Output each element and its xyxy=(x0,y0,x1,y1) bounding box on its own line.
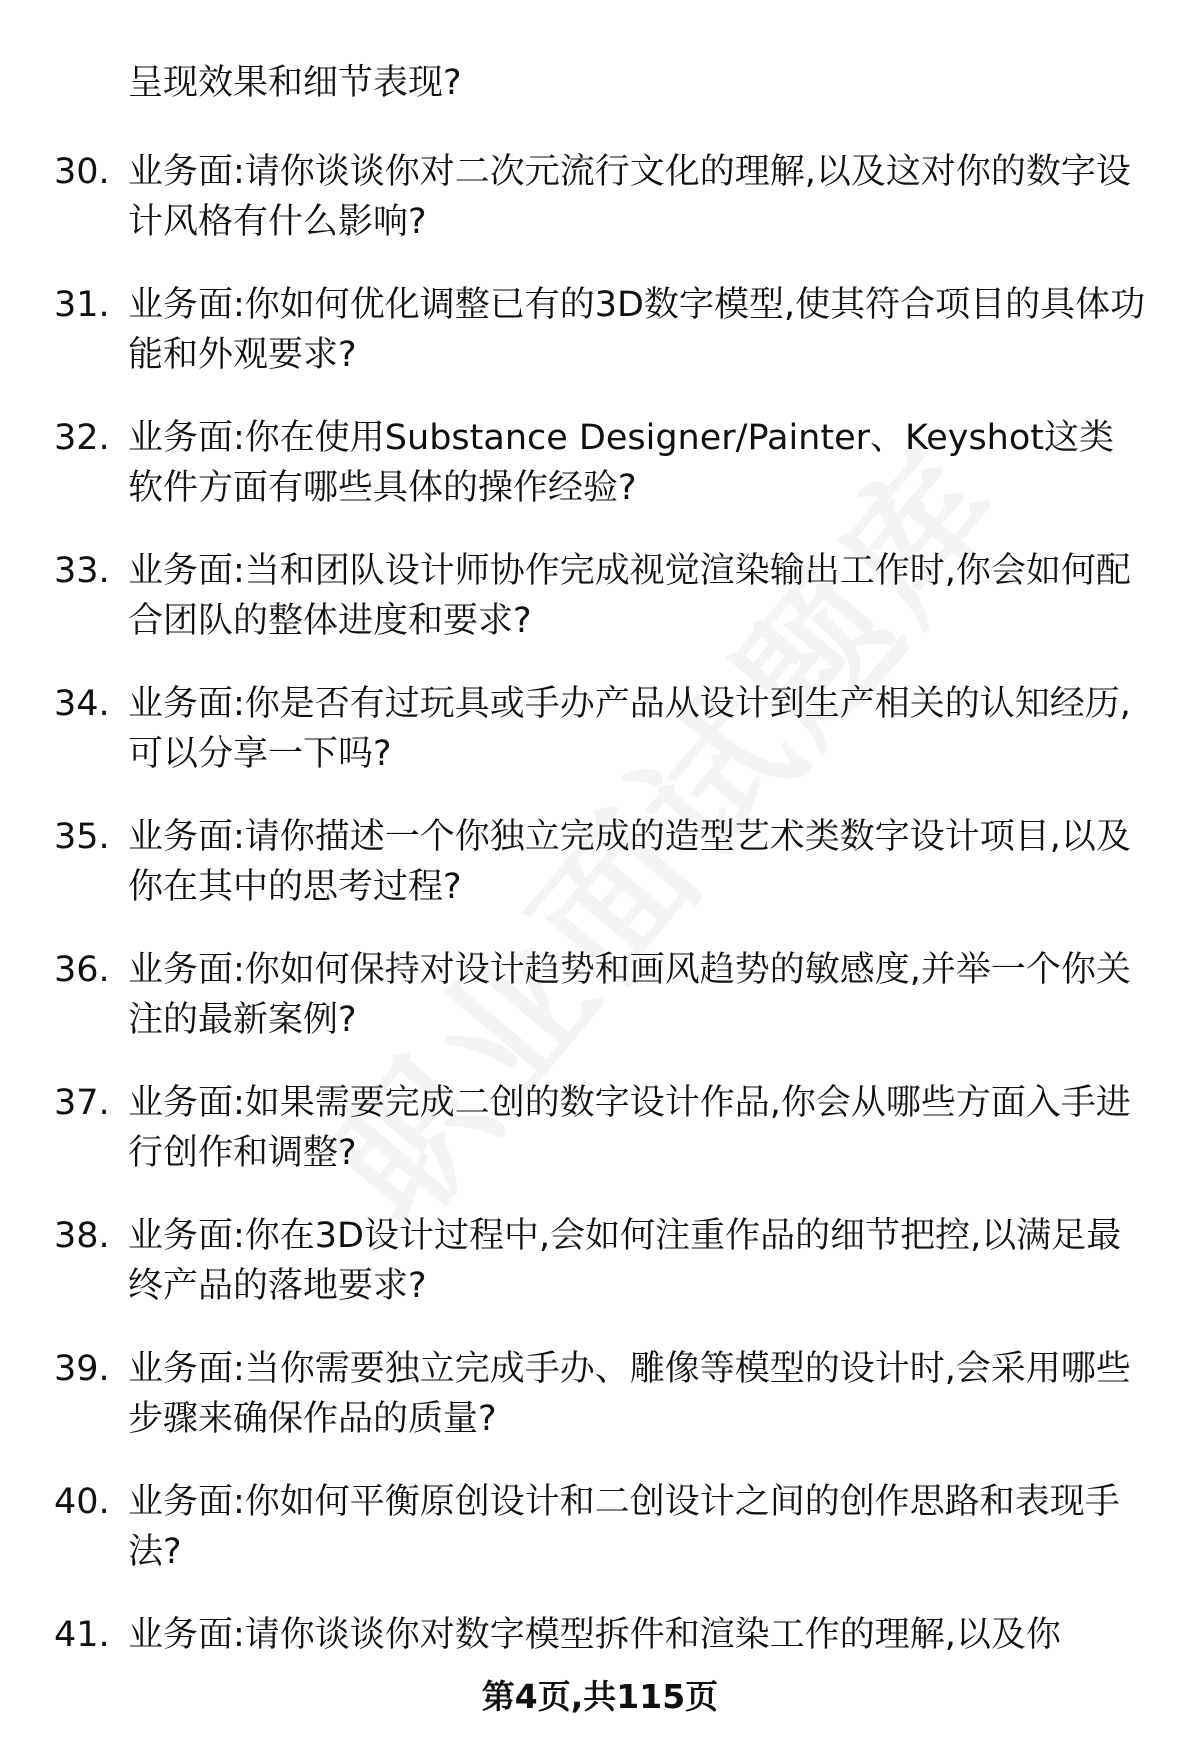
question-list xyxy=(0,140,1200,1736)
question-text: 业务面:你在使用Substance Designer/Painter、Keyshot这类软件方面有哪些具体的操作经验? xyxy=(128,418,1114,508)
question-number: 37. xyxy=(54,1083,110,1123)
question-number: 32. xyxy=(54,418,110,458)
question-number: 38. xyxy=(54,1216,110,1256)
question-item xyxy=(0,1337,1200,1470)
question-text: 业务面:如果需要完成二创的数字设计作品,你会从哪些方面入手进行创作和调整? xyxy=(128,1083,1131,1173)
question-item xyxy=(0,805,1200,938)
question-text: 业务面:你如何优化调整已有的3D数字模型,使其符合项目的具体功能和外观要求? xyxy=(128,285,1146,375)
question-item xyxy=(0,1204,1200,1337)
page-number-footer: 第4页,共115页 xyxy=(481,1677,719,1716)
question-item xyxy=(0,672,1200,805)
question-item xyxy=(0,273,1200,406)
continuation-text: 呈现效果和细节表现? xyxy=(128,63,462,103)
question-item xyxy=(0,1470,1200,1603)
question-number: 39. xyxy=(54,1349,110,1389)
question-text: 业务面:请你谈谈你对二次元流行文化的理解,以及这对你的数字设计风格有什么影响? xyxy=(128,152,1131,242)
question-text: 业务面:你在3D设计过程中,会如何注重作品的细节把控,以满足最终产品的落地要求? xyxy=(128,1216,1122,1306)
question-number: 33. xyxy=(54,551,110,591)
question-number: 34. xyxy=(54,684,110,724)
question-item xyxy=(0,539,1200,672)
question-text: 业务面:你如何保持对设计趋势和画风趋势的敏感度,并举一个你关注的最新案例? xyxy=(128,950,1131,1040)
question-number: 30. xyxy=(54,152,110,192)
question-number: 31. xyxy=(54,285,110,325)
question-number: 36. xyxy=(54,950,110,990)
question-item xyxy=(0,938,1200,1071)
question-item xyxy=(0,1071,1200,1204)
question-text: 业务面:你是否有过玩具或手办产品从设计到生产相关的认知经历,可以分享一下吗? xyxy=(128,684,1131,774)
question-item xyxy=(0,406,1200,539)
question-text: 业务面:你如何平衡原创设计和二创设计之间的创作思路和表现手法? xyxy=(128,1482,1120,1572)
question-text: 业务面:当和团队设计师协作完成视觉渲染输出工作时,你会如何配合团队的整体进度和要求? xyxy=(128,551,1131,641)
question-number: 35. xyxy=(54,817,110,857)
question-number: 41. xyxy=(54,1615,110,1655)
question-text: 业务面:当你需要独立完成手办、雕像等模型的设计时,会采用哪些步骤来确保作品的质量? xyxy=(128,1349,1131,1439)
question-number: 40. xyxy=(54,1482,110,1522)
question-text: 业务面:请你描述一个你独立完成的造型艺术类数字设计项目,以及你在其中的思考过程? xyxy=(128,817,1131,907)
question-text: 业务面:请你谈谈你对数字模型拆件和渲染工作的理解,以及你 xyxy=(128,1615,1061,1655)
question-item xyxy=(0,140,1200,273)
